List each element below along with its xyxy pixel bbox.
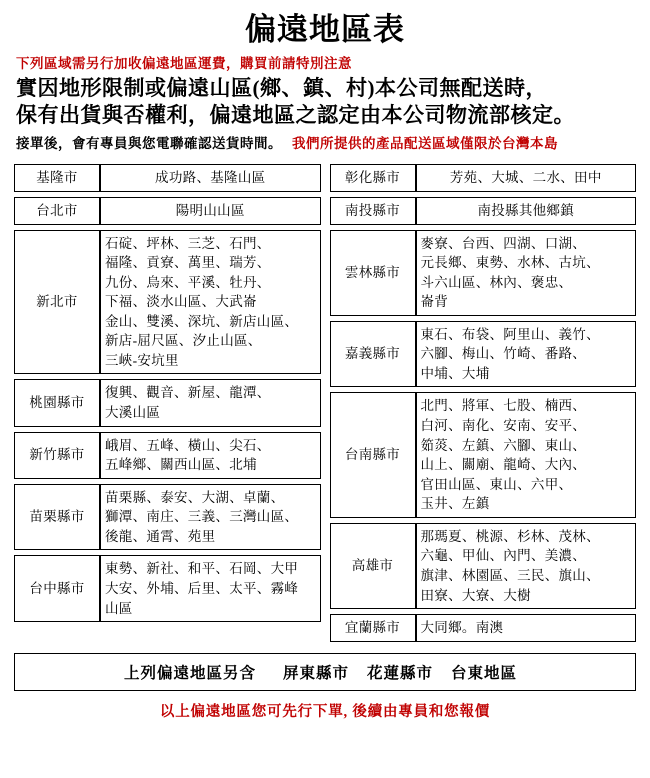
- notice-small-red: 下列區域需另行加收偏遠地區運費，購買前請特別注意: [16, 55, 352, 71]
- right-column: [330, 159, 637, 646]
- table-row: [330, 523, 637, 609]
- area-columns: [14, 159, 636, 646]
- page-title: 偏遠地區表: [245, 12, 405, 47]
- table-row: [330, 230, 637, 316]
- city-cell: 南投縣市: [330, 197, 416, 225]
- footer-extra-regions: [14, 653, 636, 691]
- footer-extra-region: 台東地區: [451, 664, 518, 682]
- table-row: [330, 614, 637, 642]
- city-cell: 高雄市: [330, 523, 416, 609]
- policy-line-1: 實因地形限制或偏遠山區(鄉、鎮、村)本公司無配送時，: [16, 75, 547, 100]
- left-area-table: [14, 159, 321, 627]
- contact-note-red: 我們所提供的產品配送區域僅限於台灣本島: [292, 136, 558, 152]
- footer-extra-region: 花蓮縣市: [367, 664, 434, 682]
- city-cell: 雲林縣市: [330, 230, 416, 316]
- city-cell: 基隆市: [14, 164, 100, 192]
- areas-cell: 芳苑、大城、二水、田中: [416, 164, 637, 192]
- table-row: [14, 164, 321, 192]
- table-row: [330, 164, 637, 192]
- footer-extra-region: 屏東縣市: [282, 664, 349, 682]
- table-row: [330, 321, 637, 388]
- areas-cell: 陽明山山區: [100, 197, 321, 225]
- areas-cell: 東石、布袋、阿里山、義竹、 六腳、梅山、竹崎、番路、 中埔、大埔: [416, 321, 637, 388]
- table-row: [330, 197, 637, 225]
- table-row: [14, 230, 321, 375]
- city-cell: 台北市: [14, 197, 100, 225]
- city-cell: 嘉義縣市: [330, 321, 416, 388]
- areas-cell: 那瑪夏、桃源、杉林、茂林、 六龜、甲仙、內門、美濃、 旗津、林園區、三民、旗山、 田寮、大寮、大樹: [416, 523, 637, 609]
- footer-final-note: 以上偏遠地區您可先行下單, 後續由專員和您報價: [159, 703, 491, 720]
- left-column: [14, 159, 321, 627]
- city-cell: 台南縣市: [330, 392, 416, 517]
- table-row: [14, 379, 321, 426]
- right-area-table: [330, 159, 637, 646]
- areas-cell: 峨眉、五峰、橫山、尖石、 五峰鄉、關西山區、北埔: [100, 432, 321, 479]
- city-cell: 宜蘭縣市: [330, 614, 416, 642]
- areas-cell: 東勢、新社、和平、石岡、大甲 大安、外埔、后里、太平、霧峰 山區: [100, 555, 321, 622]
- contact-note-black: 接單後，會有專員與您電聯確認送貨時間。: [16, 136, 282, 152]
- areas-cell: 成功路、基隆山區: [100, 164, 321, 192]
- table-row: [14, 432, 321, 479]
- city-cell: 苗栗縣市: [14, 484, 100, 551]
- contact-note-row: [16, 132, 636, 152]
- areas-cell: 南投縣其他鄉鎮: [416, 197, 637, 225]
- policy-line-2: 保有出貨與否權利，偏遠地區之認定由本公司物流部核定。: [16, 102, 575, 127]
- city-cell: 桃園縣市: [14, 379, 100, 426]
- table-row: [14, 484, 321, 551]
- table-row: [14, 197, 321, 225]
- city-cell: 彰化縣市: [330, 164, 416, 192]
- city-cell: 新竹縣市: [14, 432, 100, 479]
- areas-cell: 苗栗縣、泰安、大湖、卓蘭、 獅潭、南庄、三義、三灣山區、 後龍、通霄、苑里: [100, 484, 321, 551]
- areas-cell: 石碇、坪林、三芝、石門、 福隆、貢寮、萬里、瑞芳、 九份、烏來、平溪、牡丹、 下福、淡水山區、大武崙 金山、雙溪、深坑、新店山區、 新店-屈尺區、汐止山區、 三峽-安坑里: [100, 230, 321, 375]
- areas-cell: 大同鄉。南澳: [416, 614, 637, 642]
- areas-cell: 北門、將軍、七股、楠西、 白河、南化、安南、安平、 筎菼、左鎮、六腳、東山、 山上、關廟、龍崎、大內、 官田山區、東山、六甲、 玉井、左鎮: [416, 392, 637, 517]
- city-cell: 台中縣市: [14, 555, 100, 622]
- table-row: [330, 392, 637, 517]
- areas-cell: 麥寮、台西、四湖、口湖、 元長鄉、東勢、水林、古坑、 斗六山區、林內、褒忠、 崙背: [416, 230, 637, 316]
- footer-prefix: 上列偏遠地區另含: [123, 664, 256, 682]
- city-cell: 新北市: [14, 230, 100, 375]
- table-row: [14, 555, 321, 622]
- areas-cell: 復興、觀音、新屋、龍潭、 大溪山區: [100, 379, 321, 426]
